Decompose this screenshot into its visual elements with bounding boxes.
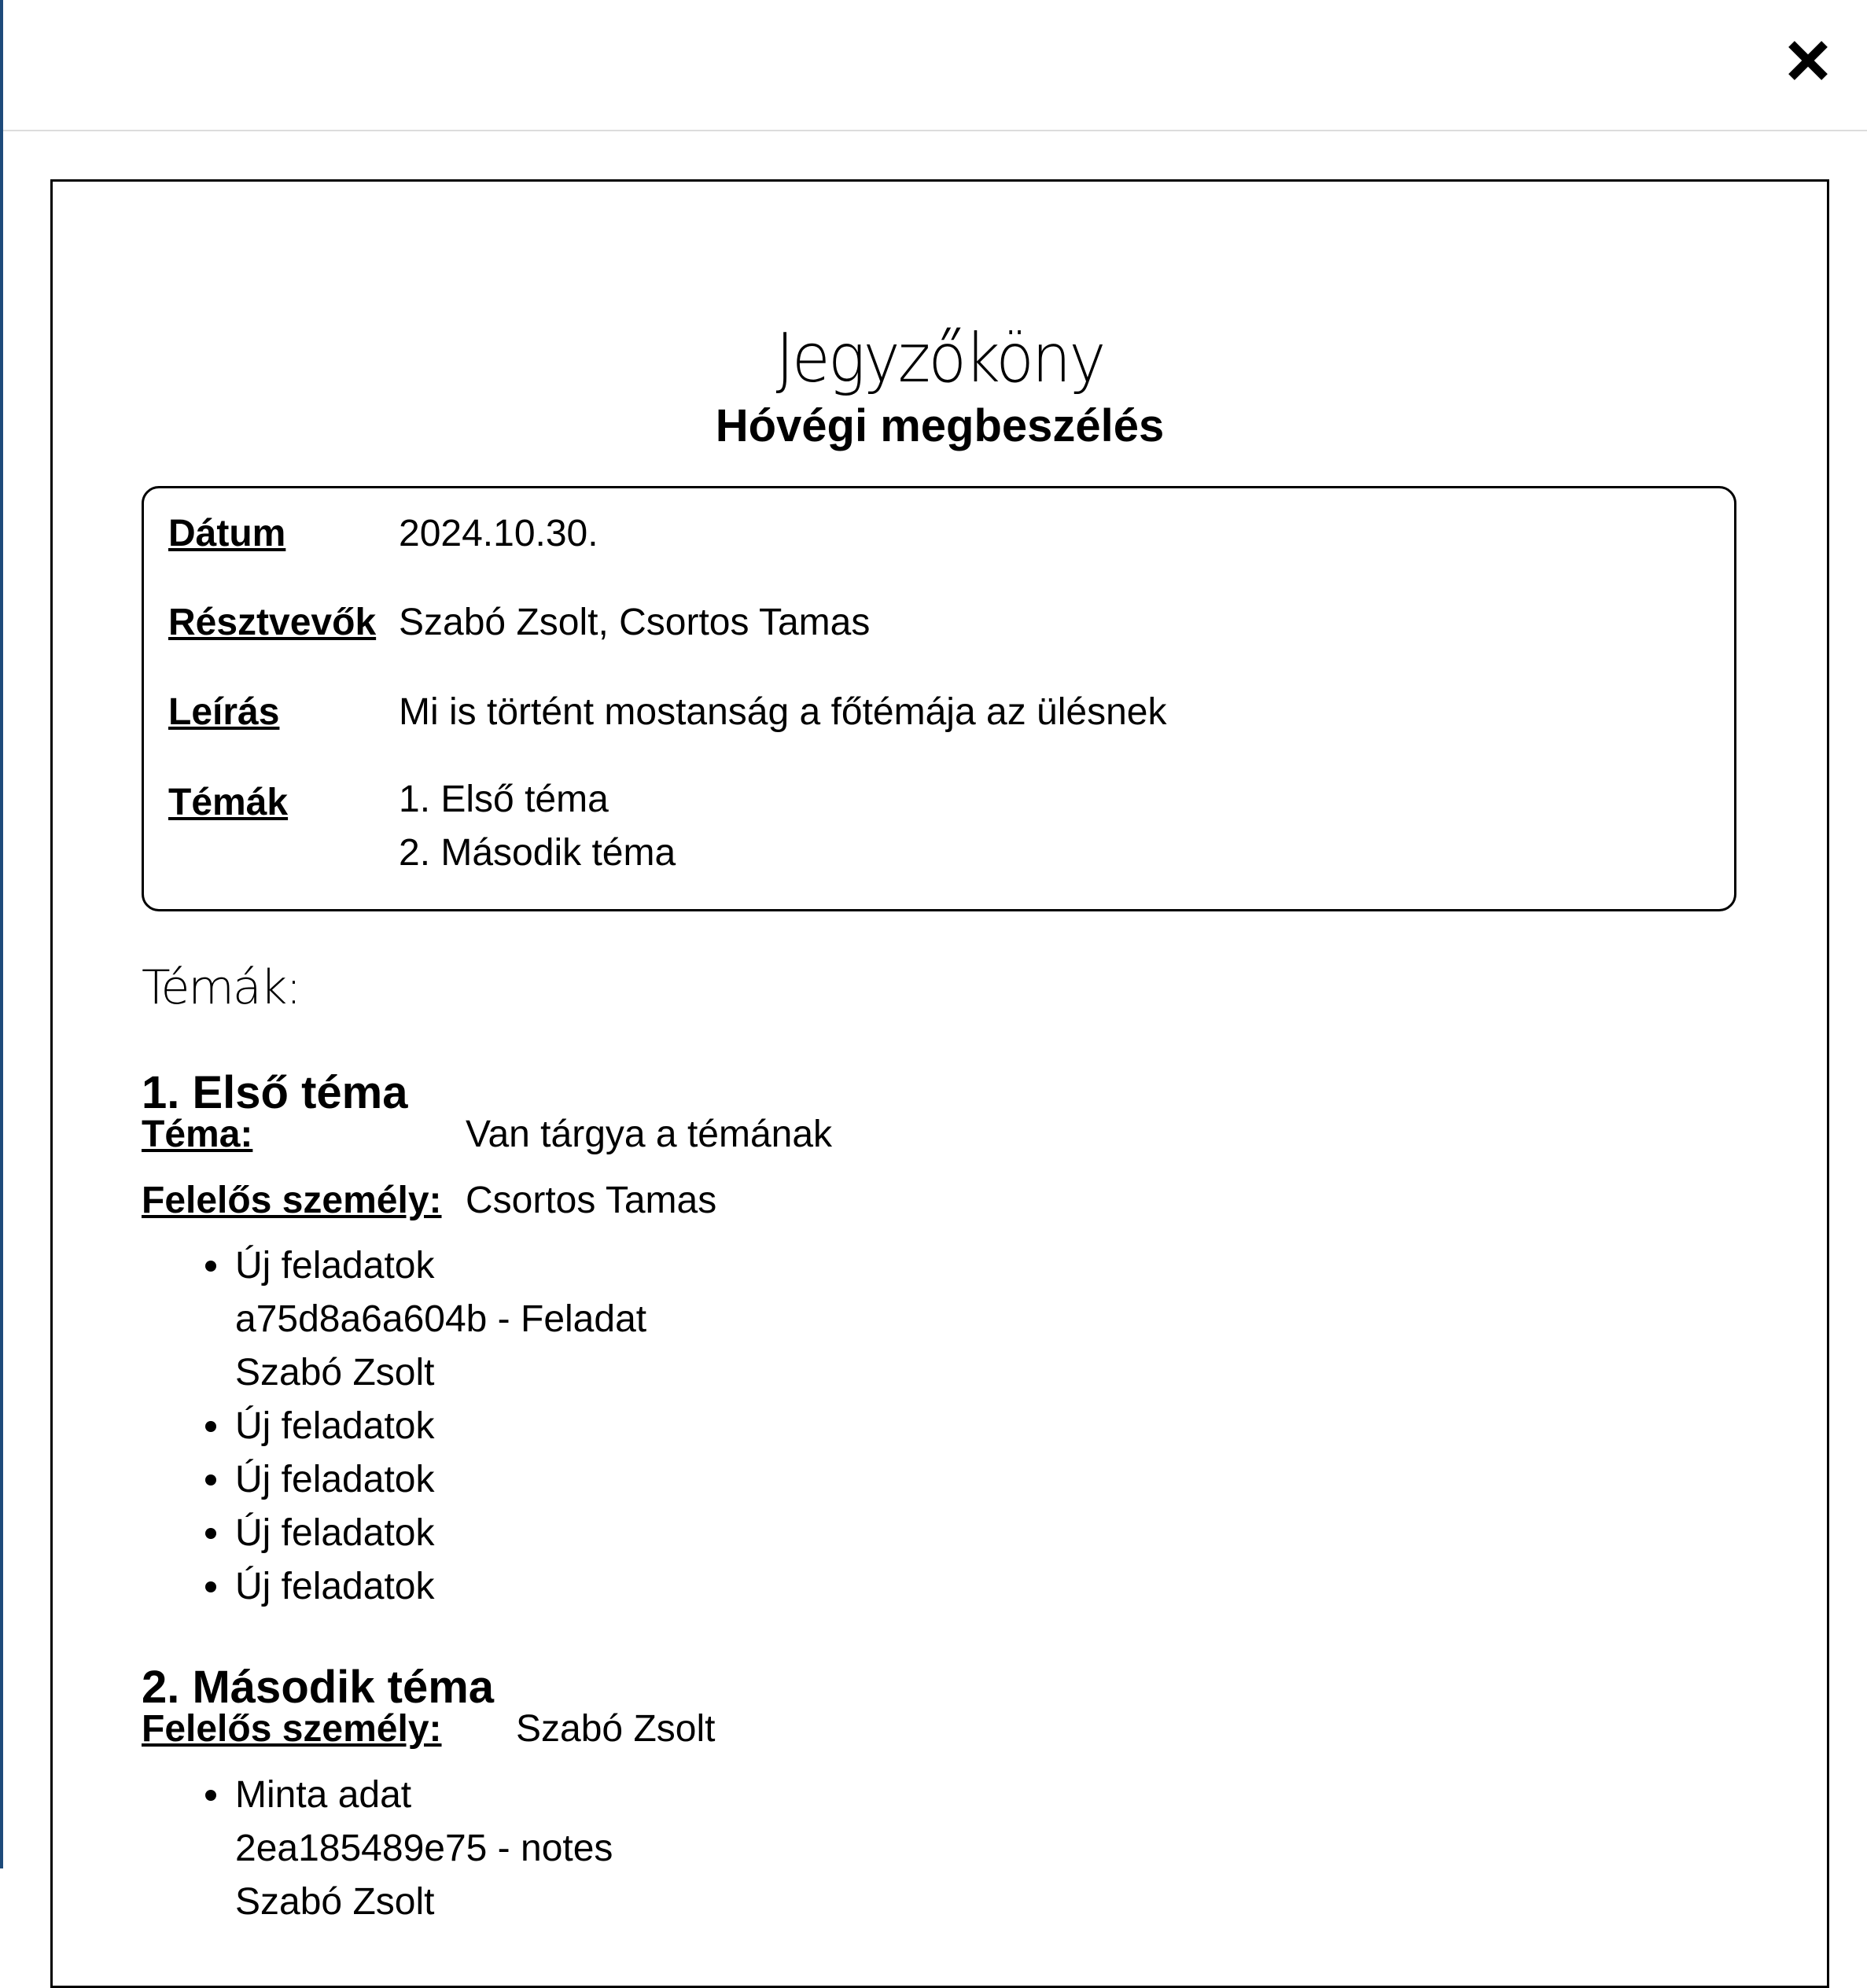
task-name: Új feladatok [235, 1459, 435, 1500]
task-name: Új feladatok [235, 1245, 435, 1287]
task-detail: 2ea185489e75 - notes [235, 1828, 613, 1869]
responsible-label: Felelős személy: [142, 1180, 442, 1221]
task-detail: a75d8a6a604b - Feladat [235, 1298, 647, 1340]
responsible-value: Csortos Tamas [466, 1180, 717, 1221]
close-button[interactable] [1780, 33, 1836, 88]
document-subtitle: Hóvégi megbeszélés [715, 400, 1165, 451]
task-item [235, 1769, 613, 1929]
task-assignee: Szabó Zsolt [235, 1881, 435, 1923]
protocol-document [50, 179, 1829, 1988]
description-value: Mi is történt mostanság a főtémája az ülésnek [399, 691, 1167, 733]
bullet-icon [205, 1581, 216, 1592]
subject-value: Van tárgya a témának [466, 1114, 833, 1155]
task-assignee: Szabó Zsolt [235, 1352, 435, 1393]
task-list [235, 1769, 613, 1929]
task-item [235, 1560, 646, 1614]
task-name: Új feladatok [235, 1405, 435, 1447]
date-label: Dátum [168, 513, 286, 554]
close-icon [1780, 33, 1836, 88]
topics-section-heading: Témák: [142, 960, 300, 1015]
task-item [235, 1400, 646, 1453]
participants-label: Résztvevők [168, 602, 377, 643]
topics-list-item: 1. Első téma [399, 779, 609, 820]
responsible-value: Szabó Zsolt [516, 1708, 716, 1750]
task-name: Minta adat [235, 1774, 412, 1816]
bullet-icon [205, 1474, 216, 1485]
document-title: Jegyzőköny [775, 319, 1104, 398]
subject-label: Téma: [142, 1114, 253, 1155]
topic-title: 2. Második téma [142, 1662, 495, 1713]
modal-body[interactable] [3, 131, 1867, 1923]
topics-label: Témák [168, 782, 289, 823]
modal-header [3, 0, 1867, 131]
topics-list-item: 2. Második téma [399, 832, 676, 874]
meeting-info-box [142, 486, 1736, 911]
responsible-label: Felelős személy: [142, 1708, 442, 1750]
topic-title: 1. Első téma [142, 1067, 408, 1118]
task-item [235, 1507, 646, 1560]
task-item [235, 1239, 646, 1400]
date-value: 2024.10.30. [399, 513, 598, 554]
task-item [235, 1453, 646, 1507]
topics-list [399, 773, 676, 880]
bullet-icon [205, 1528, 216, 1539]
task-name: Új feladatok [235, 1512, 435, 1554]
task-list [235, 1239, 646, 1614]
description-label: Leírás [168, 691, 280, 733]
participants-value: Szabó Zsolt, Csortos Tamas [399, 602, 871, 643]
bullet-icon [205, 1421, 216, 1432]
bullet-icon [205, 1261, 216, 1272]
bullet-icon [205, 1790, 216, 1801]
task-name: Új feladatok [235, 1566, 435, 1607]
